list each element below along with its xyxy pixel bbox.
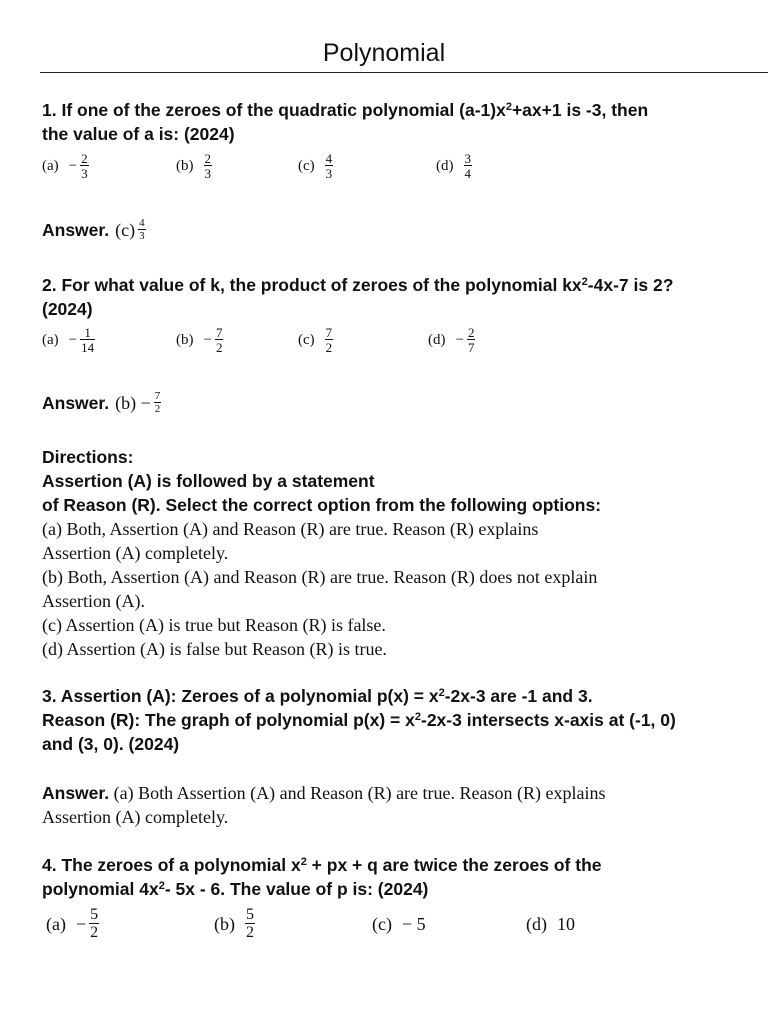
q4-text-d: - 5x - 6. The value of p is: (2024): [164, 879, 429, 899]
answer-fraction: [138, 218, 146, 242]
q2-text-line2: (2024): [42, 299, 93, 319]
option-fraction: [215, 326, 224, 354]
option-label: (a): [42, 331, 59, 348]
q2-answer: [42, 391, 764, 415]
q1-options: [42, 146, 764, 186]
q3-reason-a: Reason (R): The graph of polynomial p(x) = x: [42, 710, 415, 730]
denominator: 3: [325, 166, 333, 181]
directions-block: [42, 445, 764, 661]
option-fraction: [89, 907, 99, 941]
option-label: (d): [428, 331, 446, 348]
answer-label: Answer.: [42, 783, 110, 803]
option-label: (a): [46, 913, 66, 934]
q4-exponent-1: 2: [300, 856, 307, 868]
directions-option-c: (c) Assertion (A) is true but Reason (R) is false.: [42, 615, 386, 635]
q2-option-a[interactable]: [42, 320, 95, 360]
option-fraction: [204, 152, 213, 180]
numerator: 2: [467, 325, 475, 340]
denominator: 14: [81, 340, 95, 355]
q2-text-b: -4x-7 is 2?: [587, 275, 674, 295]
q4-option-a[interactable]: [46, 902, 99, 946]
title-divider: [40, 72, 768, 73]
numerator: 7: [154, 390, 161, 402]
denominator: 2: [90, 924, 99, 941]
denominator: 7: [467, 340, 475, 355]
option-fraction: [325, 152, 334, 180]
question-4: [42, 853, 764, 901]
denominator: 2: [246, 924, 254, 941]
q1-exponent: 2: [505, 101, 512, 113]
q1-option-a[interactable]: [42, 146, 89, 186]
q4-text-a: 4. The zeroes of a polynomial x: [42, 855, 301, 875]
answer-text: (a) Both Assertion (A) and Reason (R) are true. Reason (R) explains: [109, 783, 606, 803]
answer-label: Answer.: [42, 220, 110, 240]
numerator: 7: [215, 325, 223, 340]
q2-option-c[interactable]: [298, 320, 333, 360]
option-fraction: [464, 152, 473, 180]
denominator: 3: [139, 230, 145, 242]
q3-answer: [42, 781, 764, 829]
directions-option-b: (b) Both, Assertion (A) and Reason (R) are true. Reason (R) does not explain: [42, 567, 598, 587]
option-fraction: [245, 907, 255, 941]
answer-fraction: [154, 391, 162, 415]
q3-text-b: -2x-3 are -1 and 3.: [444, 686, 593, 706]
q1-text-line2: the value of a is: (2024): [42, 124, 235, 144]
option-label: (b): [176, 157, 194, 174]
denominator: 2: [215, 340, 223, 355]
option-sign: −: [455, 331, 464, 348]
q3-text-line3: and (3, 0). (2024): [42, 734, 180, 754]
option-fraction: [80, 152, 89, 180]
q3-exponent-1: 2: [438, 687, 445, 699]
option-value: − 5: [401, 913, 426, 934]
directions-line1: Assertion (A) is followed by a statement: [42, 471, 375, 491]
option-label: (b): [176, 331, 194, 348]
q3-text-a: 3. Assertion (A): Zeroes of a polynomial p(x) = x: [42, 686, 439, 706]
option-label: (c): [372, 913, 392, 934]
q1-option-c[interactable]: [298, 146, 333, 186]
numerator: 5: [246, 906, 254, 923]
answer-label: Answer.: [42, 393, 110, 413]
directions-option-a: (a) Both, Assertion (A) and Reason (R) are true. Reason (R) explains: [42, 519, 539, 539]
option-sign: −: [203, 331, 212, 348]
option-label: (b): [214, 913, 235, 934]
directions-option-d: (d) Assertion (A) is false but Reason (R) is true.: [42, 639, 387, 659]
option-label: (c): [298, 331, 315, 348]
q2-options: [42, 320, 764, 360]
q4-options: [42, 902, 764, 946]
page-title: Polynomial: [322, 39, 446, 67]
q3-reason-b: -2x-3 intersects x-axis at (-1, 0): [421, 710, 676, 730]
option-fraction: [467, 326, 476, 354]
denominator: 2: [154, 403, 161, 415]
q2-text-a: 2. For what value of k, the product of zeroes of the polynomial kx: [42, 275, 582, 295]
option-fraction: [325, 326, 334, 354]
q2-option-b[interactable]: [176, 320, 223, 360]
q1-answer: [42, 218, 764, 242]
denominator: 3: [204, 166, 211, 181]
answer-text-cont: Assertion (A) completely.: [42, 807, 229, 827]
q2-option-d[interactable]: [428, 320, 475, 360]
q4-text-b: + px + q are twice the zeroes of the: [306, 855, 602, 875]
directions-option-b-cont: Assertion (A).: [42, 591, 145, 611]
option-sign: −: [75, 913, 87, 934]
denominator: 2: [325, 340, 333, 355]
denominator: 3: [81, 166, 88, 181]
option-label: (a): [42, 157, 59, 174]
option-sign: −: [68, 157, 78, 174]
numerator: 1: [84, 325, 91, 340]
question-3: [42, 684, 764, 756]
option-value: 10: [557, 913, 575, 934]
q4-option-d[interactable]: [526, 902, 575, 946]
numerator: 4: [325, 151, 333, 166]
option-label: (d): [436, 157, 454, 174]
question-2: [42, 273, 764, 321]
numerator: 3: [464, 151, 471, 166]
q1-text-b: +ax+1 is -3, then: [511, 100, 649, 120]
q4-text-c: polynomial 4x: [42, 879, 159, 899]
option-label: (d): [526, 913, 547, 934]
directions-option-a-cont: Assertion (A) completely.: [42, 543, 229, 563]
directions-heading: Directions:: [42, 447, 134, 467]
numerator: 5: [90, 906, 99, 923]
q3-exponent-2: 2: [414, 711, 421, 723]
answer-option: (c): [115, 220, 136, 240]
q2-exponent: 2: [581, 276, 588, 288]
directions-line2: of Reason (R). Select the correct option from the following options:: [42, 495, 602, 515]
q4-exponent-2: 2: [158, 880, 165, 892]
numerator: 2: [204, 151, 211, 166]
option-label: (c): [298, 157, 315, 174]
option-sign: −: [68, 331, 78, 348]
numerator: 2: [81, 151, 88, 166]
question-1: [42, 98, 764, 146]
q4-option-b[interactable]: [214, 902, 255, 946]
numerator: 7: [325, 325, 333, 340]
denominator: 4: [464, 166, 471, 181]
numerator: 4: [139, 217, 145, 229]
q1-option-d[interactable]: [436, 146, 472, 186]
q1-text-a: 1. If one of the zeroes of the quadratic polynomial (a-1)x: [42, 100, 506, 120]
answer-option: (b) −: [115, 393, 151, 413]
q4-option-c[interactable]: [372, 902, 426, 946]
option-fraction: [80, 326, 95, 354]
q1-option-b[interactable]: [176, 146, 212, 186]
